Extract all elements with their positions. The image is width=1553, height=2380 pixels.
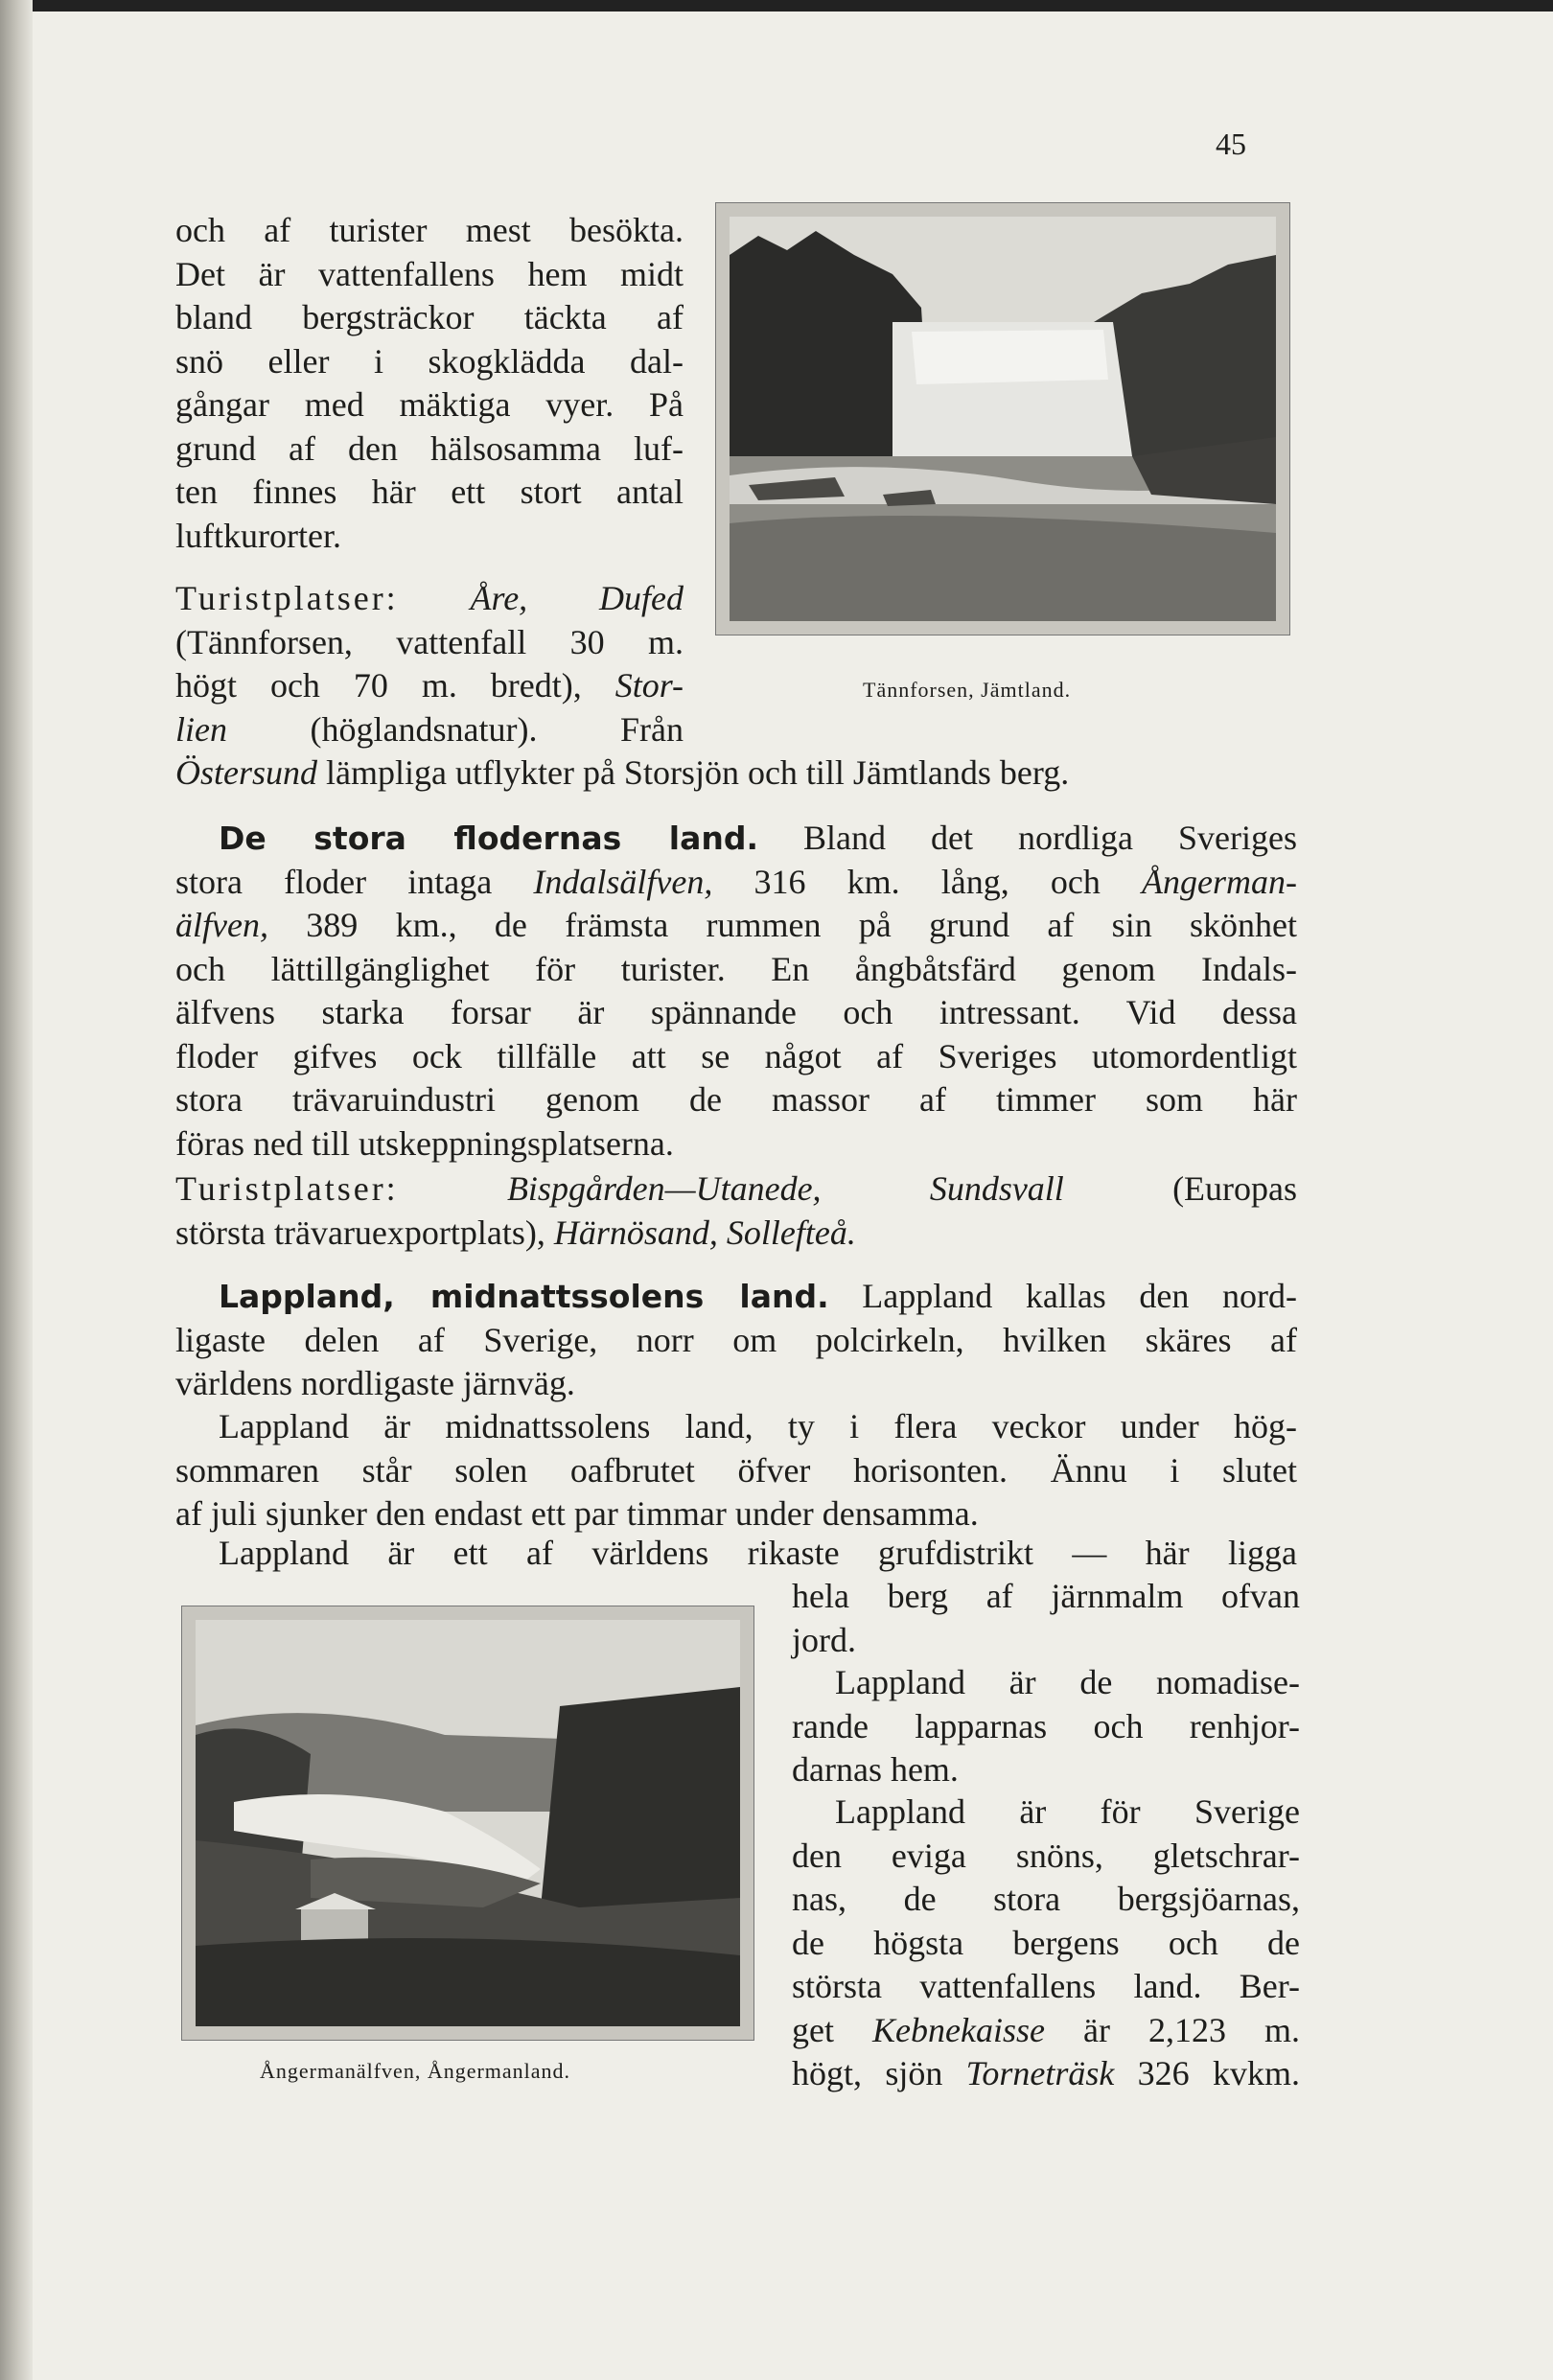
text-line: största trävaruexportplats), Härnösand, Sollefteå. bbox=[175, 1213, 856, 1252]
text-line: Turistplatser: Åre, Dufed bbox=[175, 579, 684, 617]
text-line: af juli sjunker den endast ett par timmar under densamma. bbox=[175, 1494, 979, 1533]
text-line: föras ned till utskeppningsplatserna. bbox=[175, 1123, 674, 1163]
text-line: hela berg af järnmalm ofvan bbox=[792, 1577, 1300, 1615]
paragraph-tourist-places-rivers bbox=[175, 1167, 1297, 1255]
paragraph-tourist-places-jamtland-end bbox=[175, 751, 1297, 796]
paragraph-mining bbox=[175, 1532, 1297, 1576]
text-line: ligaste delen af Sverige, norr om polcirkeln, hvilken skäres af bbox=[175, 1320, 1297, 1359]
waterfall-image bbox=[730, 217, 1276, 621]
text-line: Turistplatser: Bispgården—Utanede, Sundsvall (Europas bbox=[175, 1169, 1298, 1208]
photo-angermanalfven bbox=[182, 1606, 753, 2040]
text-line: och af turister mest besökta. bbox=[175, 211, 684, 249]
text-line: jord. bbox=[792, 1620, 856, 1659]
text-line: och lättillgänglighet för turister. En ångbåtsfärd genom Indals- bbox=[175, 949, 1297, 988]
text-line: stora floder intaga Indalsälfven, 316 km. lång, och Ångerman- bbox=[175, 862, 1298, 901]
text-line: floder gifves ock tillfälle att se något af Sveriges utomordentligt bbox=[175, 1036, 1297, 1075]
river-landscape-image bbox=[196, 1620, 740, 2026]
text-line: älfven, 389 km., de främsta rummen på grund af sin skönhet bbox=[175, 906, 1297, 944]
text-line: Lappland är ett af världens rikaste grufdistrikt — här ligga bbox=[219, 1534, 1297, 1572]
text-line: ten finnes här ett stort antal bbox=[175, 473, 684, 511]
text-line: den eviga snöns, gletschrar- bbox=[792, 1836, 1300, 1875]
text-line: älfvens starka forsar är spännande och intressant. Vid dessa bbox=[175, 993, 1297, 1031]
photo-caption: Tännforsen, Jämtland. bbox=[863, 678, 1072, 702]
scan-edge-top bbox=[0, 0, 1553, 12]
text-line: get Kebnekaisse är 2,123 m. bbox=[792, 2010, 1301, 2049]
text-line: stora trävaruindustri genom de massor af timmer som här bbox=[175, 1080, 1297, 1119]
paragraph-tourist-places-jamtland bbox=[175, 577, 684, 751]
text-line: (Tännforsen, vattenfall 30 m. bbox=[175, 622, 684, 661]
text-line: sommaren står solen oafbrutet öfver horisonten. Ännu i slutet bbox=[175, 1450, 1297, 1490]
text-line: största vattenfallens land. Ber- bbox=[792, 1967, 1300, 2005]
text-line: darnas hem. bbox=[792, 1750, 959, 1789]
paragraph-rivers bbox=[175, 817, 1297, 1166]
text-line: rande lapparnas och renhjor- bbox=[792, 1706, 1300, 1745]
text-line: högt, sjön Torneträsk 326 kvkm. bbox=[792, 2054, 1300, 2092]
page-number: 45 bbox=[1216, 127, 1246, 161]
text-line: Lappland är för Sverige bbox=[835, 1792, 1300, 1831]
paragraph-midnight-sun bbox=[175, 1405, 1297, 1537]
text-line: bland bergsträckor täckta af bbox=[175, 298, 684, 336]
text-line: gångar med mäktiga vyer. På bbox=[175, 385, 684, 424]
paragraph-mining-cont bbox=[792, 1575, 1300, 1662]
text-line: De stora flodernas land. Bland det nordliga Sveriges bbox=[219, 819, 1298, 857]
paragraph-nomads bbox=[792, 1661, 1300, 1792]
text-line: Östersund lämpliga utflykter på Storsjön och till Jämtlands berg. bbox=[175, 753, 1070, 792]
text-line: Det är vattenfallens hem midt bbox=[175, 254, 684, 293]
text-line: grund af den hälsosamma luf- bbox=[175, 428, 684, 468]
photo-caption: Ångermanälfven, Ångermanland. bbox=[260, 2059, 571, 2083]
text-line: snö eller i skogklädda dal- bbox=[175, 341, 684, 381]
text-line: Lappland är midnattssolens land, ty i flera veckor under hög- bbox=[219, 1407, 1297, 1445]
paragraph-lappland bbox=[175, 1275, 1297, 1406]
text-line: luftkurorter. bbox=[175, 516, 341, 555]
section-heading: De stora flodernas land. bbox=[219, 820, 758, 857]
text-line: lien (höglandsnatur). Från bbox=[175, 709, 684, 749]
text-line: världens nordligaste järnväg. bbox=[175, 1364, 575, 1402]
text-line: nas, de stora bergsjöarnas, bbox=[792, 1880, 1300, 1918]
photo-tannforsen bbox=[716, 203, 1289, 635]
text-line: Lappland, midnattssolens land. Lappland kallas den nord- bbox=[219, 1277, 1298, 1315]
text-line: de högsta bergens och de bbox=[792, 1923, 1300, 1962]
section-heading: Lappland, midnattssolens land. bbox=[219, 1278, 829, 1315]
text-line: högt och 70 m. bredt), Stor- bbox=[175, 666, 684, 705]
paragraph-snow-mountains bbox=[792, 1791, 1300, 2096]
book-gutter bbox=[0, 0, 33, 2380]
paragraph-intro bbox=[175, 209, 684, 558]
text-line: Lappland är de nomadise- bbox=[835, 1663, 1300, 1701]
